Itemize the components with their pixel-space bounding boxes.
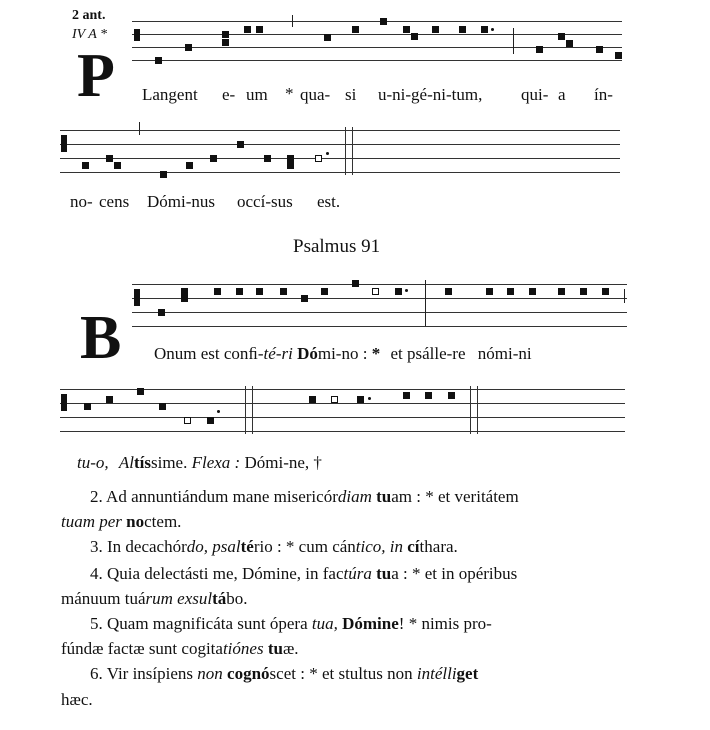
lyric-syllable: occí-sus: [237, 192, 293, 211]
verse-line: [61, 589, 248, 609]
verse-segment: té: [240, 537, 254, 556]
antiphon-label: 2 ant.: [72, 8, 106, 23]
antiphon-initial: P: [77, 42, 115, 110]
verse-segment: scet : * et stultus non: [269, 664, 417, 683]
psalm-tone-text-1: Onum est conﬁ-té-ri Dómi-no : * et psálle-re nómi-ni: [154, 344, 532, 363]
verse-segment: 2. Ad annuntiándum mane misericór: [90, 487, 338, 506]
verse-segment: am : * et veritátem: [391, 487, 519, 506]
verse-segment: rum exsul: [145, 589, 213, 608]
verse-segment: gnó: [243, 664, 270, 683]
verse-segment: rio : * cum cán: [253, 537, 356, 556]
verse-line: [61, 690, 93, 710]
verse-segment: 6. Vir insípiens: [90, 664, 198, 683]
verse-segment: get: [456, 664, 479, 683]
verse-line: [90, 537, 458, 557]
verse-segment: co: [227, 664, 244, 683]
verse-segment: túra: [343, 564, 372, 583]
verse-line: [90, 614, 492, 634]
verse-segment: tiónes: [222, 639, 264, 658]
verse-segment: thara.: [419, 537, 458, 556]
verse-segment: no: [126, 512, 145, 531]
verse-segment: mánuum tuá: [61, 589, 146, 608]
lyric-syllable: cens: [99, 192, 130, 211]
verse-segment: 4. Quia delectásti me, Dómine, in fac: [90, 564, 344, 583]
verse-segment: 5. Quam magnificáta sunt ópera: [90, 614, 312, 633]
verse-segment: fúndæ factæ sunt cogita: [61, 639, 223, 658]
verse-segment: Dómine: [342, 614, 399, 633]
verse-segment: diam: [337, 487, 372, 506]
verse-segment: ! * nimis pro-: [398, 614, 492, 633]
lyric-syllable: qui-: [521, 85, 549, 104]
lyric-syllable: a: [558, 85, 566, 104]
verse-segment: tu: [267, 639, 283, 658]
verse-segment: a : * et in opéribus: [391, 564, 518, 583]
psalm-tone-text-2: tu-o, Altíssime. Flexa : Dómi-ne, †: [77, 453, 322, 472]
verse-segment: tu: [376, 564, 392, 583]
lyric-syllable: u-ni-gé-ni-tum,: [378, 85, 483, 104]
lyric-syllable: um: [246, 85, 268, 104]
verse-segment: bo.: [226, 589, 248, 608]
psalm-title: Psalmus 91: [293, 236, 381, 257]
verse-segment: tu: [376, 487, 392, 506]
verse-segment: do, psal: [186, 537, 241, 556]
verse-line: [90, 664, 478, 684]
verse-segment: tuam per: [61, 512, 127, 531]
lyric-syllable: no-: [70, 192, 93, 211]
verse-segment: tá: [212, 589, 227, 608]
lyric-syllable: e-: [222, 85, 236, 104]
antiphon-mode: IV A *: [72, 27, 108, 42]
lyric-syllable: Langent: [142, 85, 198, 104]
verse-segment: cí: [407, 537, 420, 556]
verse-segment: tico, in: [355, 537, 408, 556]
lyric-syllable: ín-: [594, 85, 613, 104]
verse-segment: ctem.: [144, 512, 182, 531]
lyric-syllable: est.: [317, 192, 341, 211]
verse-segment: æ.: [282, 639, 299, 658]
psalm-initial: B: [80, 304, 122, 372]
verse-line: [90, 487, 519, 507]
verse-segment: non: [197, 664, 223, 683]
verse-segment: 3. In decachór: [90, 537, 187, 556]
verse-line: [90, 564, 517, 584]
verse-line: [61, 512, 181, 532]
verse-line: [61, 639, 299, 659]
lyric-syllable: si: [345, 85, 357, 104]
lyric-syllable: qua-: [300, 85, 331, 104]
lyric-syllable: *: [285, 84, 294, 103]
verse-segment: hæc.: [61, 690, 93, 709]
lyric-syllable: Dómi-nus: [147, 192, 215, 211]
verse-segment: tua,: [311, 614, 338, 633]
verse-segment: intélli: [416, 664, 457, 683]
